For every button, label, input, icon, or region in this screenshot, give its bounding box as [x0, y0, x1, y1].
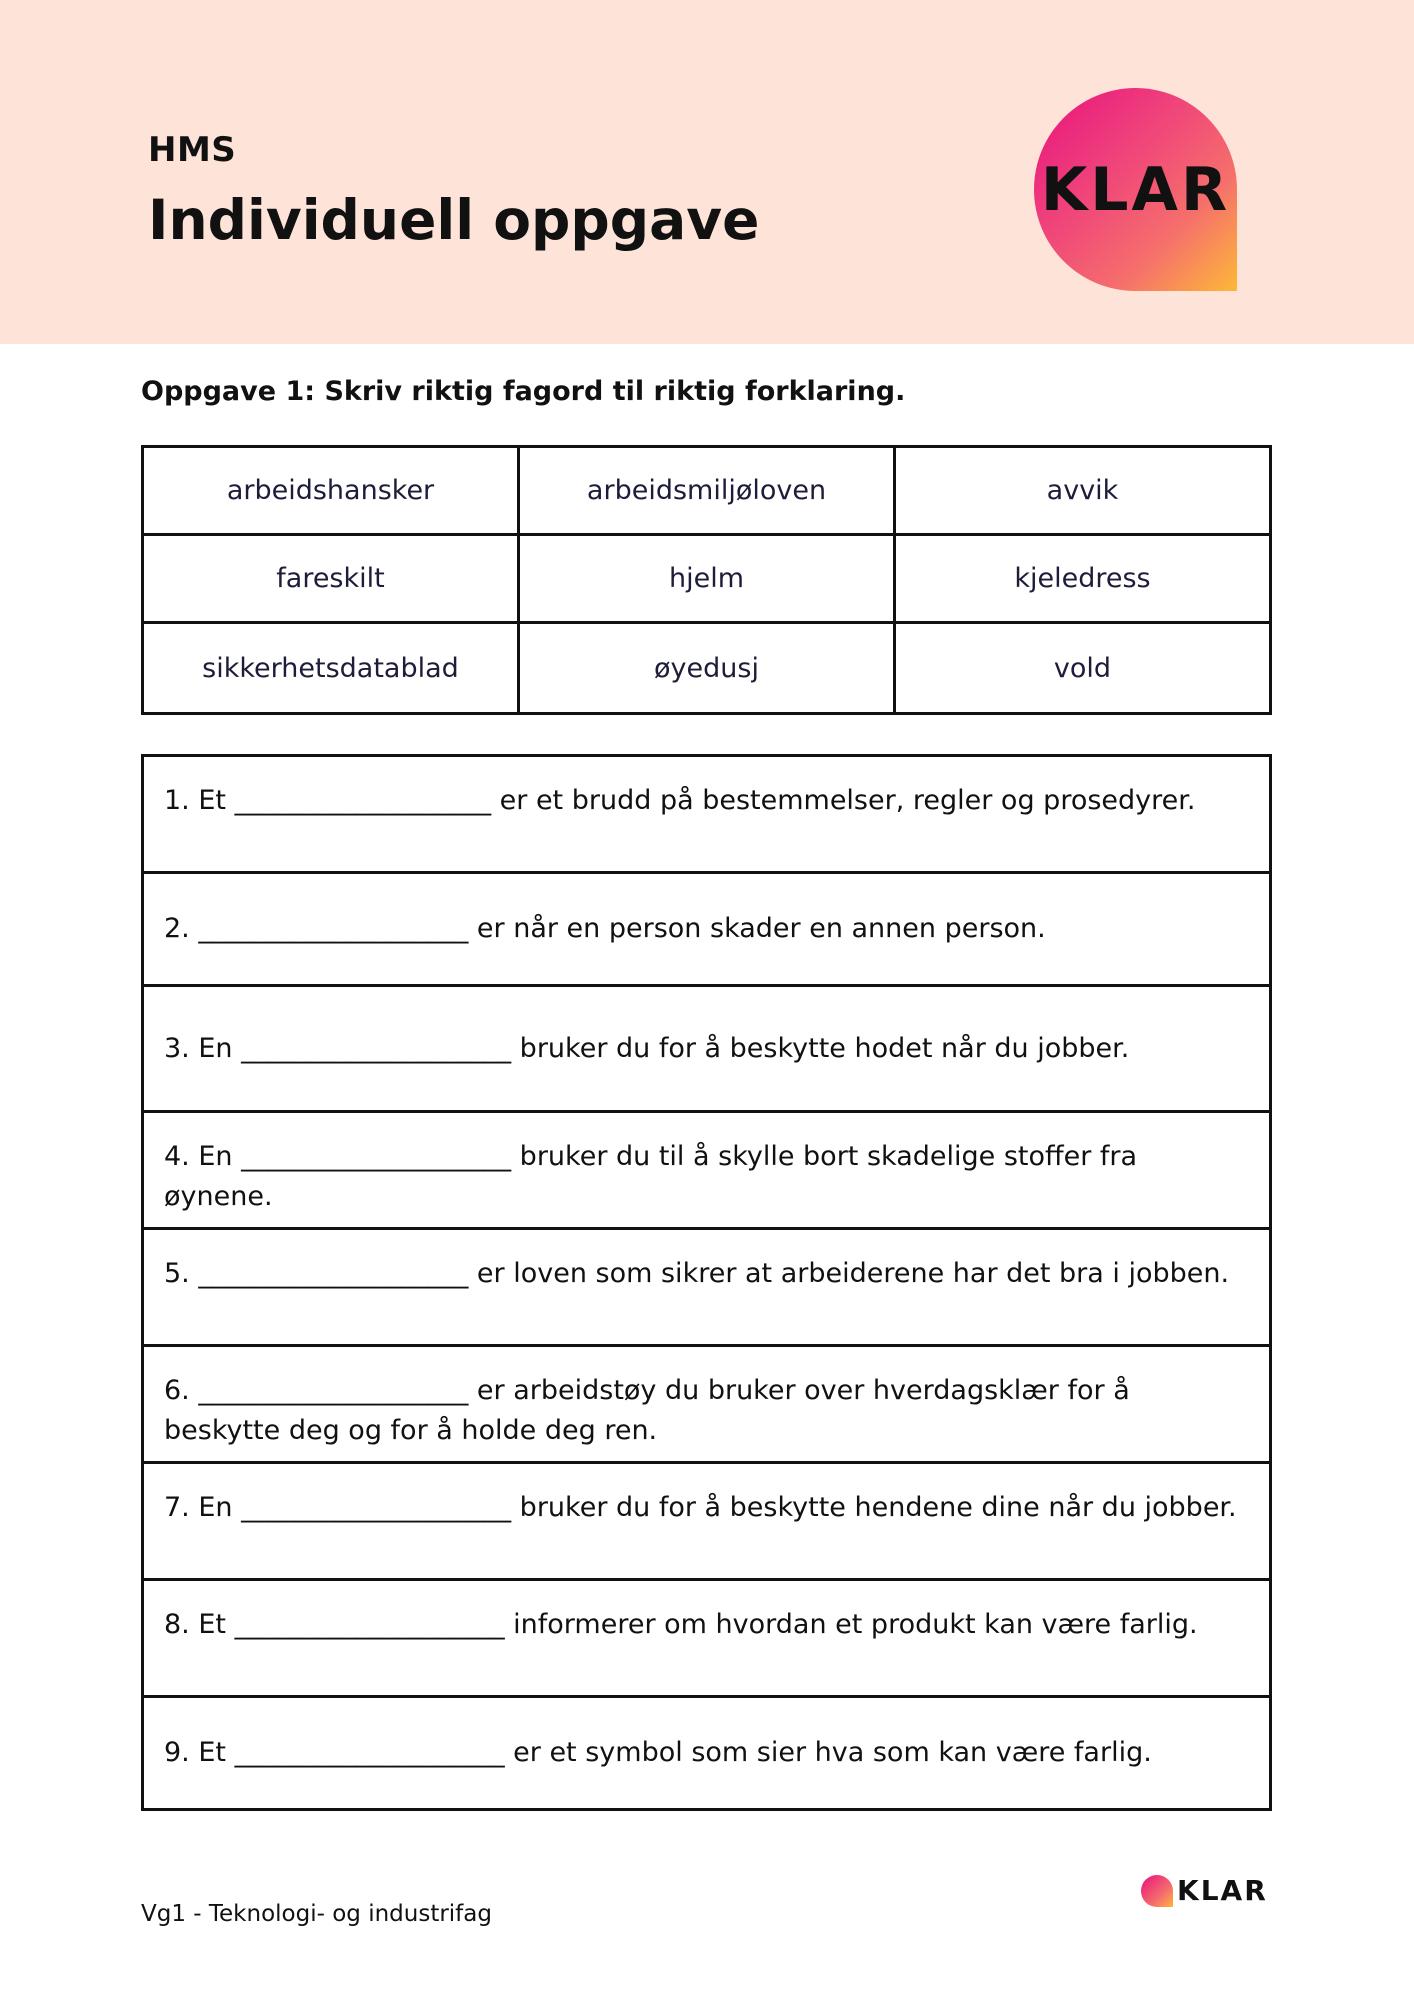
question-5: 5. ____________________ er loven som sikrer at arbeiderene har det bra i jobben.	[143, 1229, 1271, 1346]
klar-logo-mark-icon	[1141, 1875, 1173, 1907]
question-row	[143, 1229, 1271, 1346]
footer-klar-logo	[1141, 1874, 1268, 1907]
word-cell: vold	[895, 623, 1271, 714]
question-3: 3. En ____________________ bruker du for å beskytte hodet når du jobber.	[143, 986, 1271, 1112]
word-bank-row	[143, 623, 1271, 714]
question-row	[143, 756, 1271, 873]
question-1: 1. Et ___________________ er et brudd på bestemmelser, regler og prosedyrer.	[143, 756, 1271, 873]
question-9: 9. Et ____________________ er et symbol som sier hva som kan være farlig.	[143, 1697, 1271, 1810]
question-row	[143, 1346, 1271, 1463]
word-cell: avvik	[895, 447, 1271, 535]
word-cell: kjeledress	[895, 535, 1271, 623]
question-8: 8. Et ____________________ informerer om hvordan et produkt kan være farlig.	[143, 1580, 1271, 1697]
question-6: 6. ____________________ er arbeidstøy du bruker over hverdagsklær for å beskytte deg og for å holde deg ren.	[143, 1346, 1271, 1463]
question-7: 7. En ____________________ bruker du for å beskytte hendene dine når du jobber.	[143, 1463, 1271, 1580]
word-cell: fareskilt	[143, 535, 519, 623]
question-row	[143, 1697, 1271, 1810]
word-bank-row	[143, 447, 1271, 535]
word-cell: øyedusj	[519, 623, 895, 714]
word-cell: arbeidshansker	[143, 447, 519, 535]
question-4: 4. En ____________________ bruker du til å skylle bort skadelige stoffer fra øynene.	[143, 1112, 1271, 1229]
footer-course-label: Vg1 - Teknologi- og industrifag	[141, 1901, 492, 1927]
word-bank-table	[141, 445, 1272, 715]
word-cell: hjelm	[519, 535, 895, 623]
subject-label: HMS	[148, 130, 237, 170]
question-row	[143, 986, 1271, 1112]
question-row	[143, 873, 1271, 986]
header-banner	[0, 0, 1414, 344]
question-2: 2. ____________________ er når en person skader en annen person.	[143, 873, 1271, 986]
questions-table	[141, 754, 1272, 1811]
footer-klar-logo-text: KLAR	[1177, 1874, 1268, 1907]
word-cell: arbeidsmiljøloven	[519, 447, 895, 535]
word-bank-row	[143, 535, 1271, 623]
task-heading: Oppgave 1: Skriv riktig fagord til riktig forklaring.	[141, 376, 906, 407]
question-row	[143, 1580, 1271, 1697]
klar-logo	[1034, 88, 1237, 291]
word-cell: sikkerhetsdatablad	[143, 623, 519, 714]
question-row	[143, 1112, 1271, 1229]
question-row	[143, 1463, 1271, 1580]
page-title: Individuell oppgave	[148, 188, 760, 252]
klar-logo-text: KLAR	[1040, 154, 1231, 225]
